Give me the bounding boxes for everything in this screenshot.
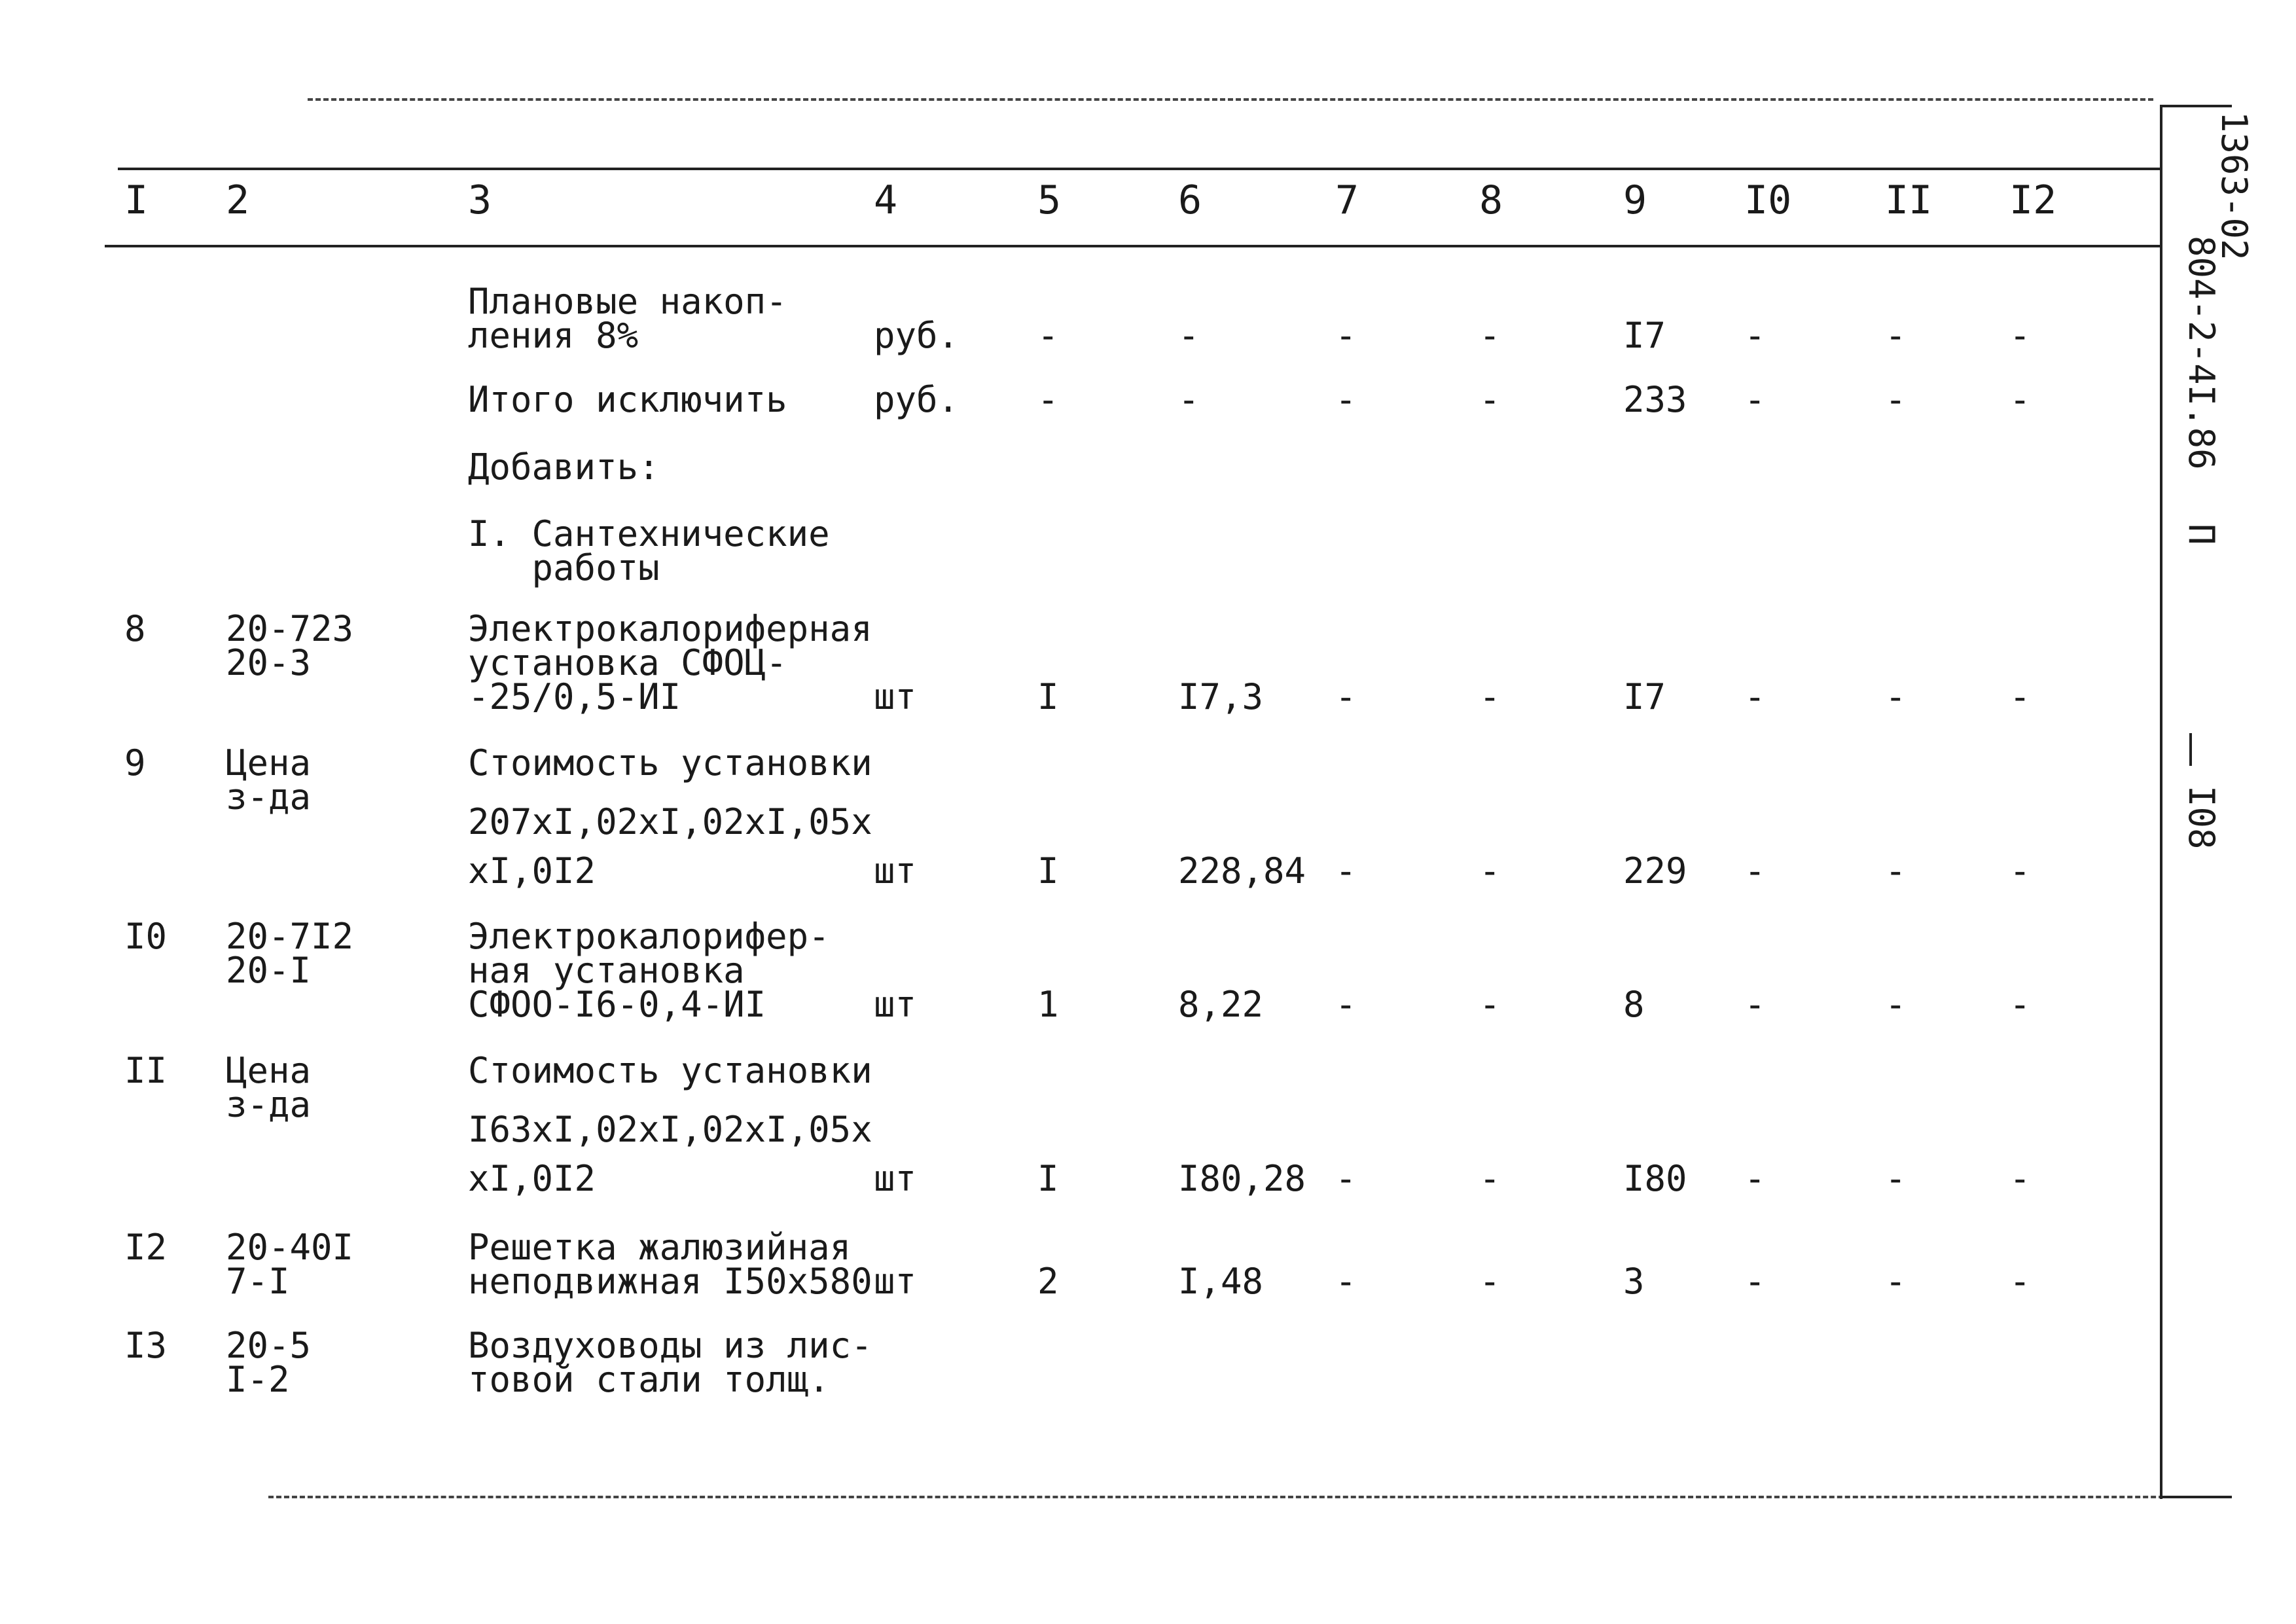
- row-description: 207xI,02xI,02xI,05x: [468, 801, 872, 842]
- cell-c9: 229: [1623, 850, 1687, 892]
- cell-c5: -: [1037, 379, 1059, 420]
- cell-unit: шт: [874, 1261, 917, 1302]
- column-header: 2: [226, 177, 250, 223]
- margin-frame-top: [2160, 105, 2232, 107]
- column-header: 9: [1623, 177, 1647, 223]
- page-number-dash: [2189, 733, 2192, 766]
- row-description: I. Сантехнические: [468, 513, 830, 554]
- cell-c9: I7: [1623, 676, 1666, 717]
- row-number: 9: [124, 742, 146, 784]
- row-code: 20-723: [226, 608, 354, 649]
- margin-frame-line: [2160, 105, 2162, 1499]
- cell-unit: руб.: [874, 379, 960, 420]
- cell-c10: -: [1744, 850, 1766, 892]
- header-top-rule: [118, 168, 2160, 170]
- cell-c12: -: [2009, 315, 2031, 356]
- row-description: Стоимость установки: [468, 1050, 872, 1091]
- cell-c7: -: [1335, 850, 1357, 892]
- cell-c8: -: [1479, 379, 1501, 420]
- row-description: установка СФОЦ-: [468, 642, 787, 683]
- row-description: СФОО-I6-0,4-ИI: [468, 984, 766, 1025]
- column-header: 6: [1178, 177, 1202, 223]
- bottom-cut-line: [268, 1496, 2219, 1498]
- row-description: товой стали толщ.: [468, 1359, 830, 1400]
- cell-c11: -: [1885, 850, 1907, 892]
- cell-c12: -: [2009, 1158, 2031, 1199]
- cell-unit: шт: [874, 850, 917, 892]
- column-header: 5: [1037, 177, 1062, 223]
- cell-c7: -: [1335, 984, 1357, 1025]
- row-code: з-да: [226, 1084, 312, 1125]
- row-description: Плановые накоп-: [468, 281, 787, 322]
- row-description: xI,0I2: [468, 1158, 596, 1199]
- cell-c10: -: [1744, 676, 1766, 717]
- cell-c7: -: [1335, 315, 1357, 356]
- cell-c5: -: [1037, 315, 1059, 356]
- cell-c12: -: [2009, 984, 2031, 1025]
- cell-c10: -: [1744, 379, 1766, 420]
- row-description: ления 8%: [468, 315, 639, 356]
- cell-c10: -: [1744, 1261, 1766, 1302]
- row-code: з-да: [226, 776, 312, 818]
- cell-c11: -: [1885, 984, 1907, 1025]
- row-description: Итого исключить: [468, 379, 787, 420]
- cell-c6: 8,22: [1178, 984, 1264, 1025]
- cell-c10: -: [1744, 315, 1766, 356]
- cell-c8: -: [1479, 850, 1501, 892]
- cell-c5: 1: [1037, 984, 1059, 1025]
- cell-c6: -: [1178, 379, 1200, 420]
- row-code: 20-I: [226, 950, 312, 991]
- cell-unit: шт: [874, 984, 917, 1025]
- row-description: Воздуховоды из лис-: [468, 1325, 872, 1366]
- cell-c7: -: [1335, 1261, 1357, 1302]
- header-bottom-rule: [105, 245, 2160, 247]
- row-description: -25/0,5-ИI: [468, 676, 681, 717]
- cell-c11: -: [1885, 379, 1907, 420]
- cell-c8: -: [1479, 984, 1501, 1025]
- cell-c5: 2: [1037, 1261, 1059, 1302]
- row-description: Добавить:: [468, 446, 660, 488]
- row-description: неподвижная I50x580: [468, 1261, 872, 1302]
- cell-c11: -: [1885, 676, 1907, 717]
- row-number: I0: [124, 916, 168, 957]
- row-description: I63xI,02xI,02xI,05x: [468, 1109, 872, 1150]
- row-number: I2: [124, 1227, 168, 1268]
- row-code: 20-40I: [226, 1227, 354, 1268]
- column-header: II: [1885, 177, 1933, 223]
- top-cut-line: [308, 98, 2153, 101]
- cell-c12: -: [2009, 676, 2031, 717]
- cell-c9: 8: [1623, 984, 1645, 1025]
- row-description: Электрокалорифер-: [468, 916, 830, 957]
- cell-unit: шт: [874, 676, 917, 717]
- cell-c12: -: [2009, 379, 2031, 420]
- cell-c5: I: [1037, 1158, 1059, 1199]
- cell-c6: I,48: [1178, 1261, 1264, 1302]
- row-description: Стоимость установки: [468, 742, 872, 784]
- cell-c12: -: [2009, 1261, 2031, 1302]
- column-header: I: [124, 177, 149, 223]
- column-header: 3: [468, 177, 492, 223]
- cell-c8: -: [1479, 1261, 1501, 1302]
- row-description: xI,0I2: [468, 850, 596, 892]
- cell-unit: шт: [874, 1158, 917, 1199]
- cell-c9: I80: [1623, 1158, 1687, 1199]
- column-header: 8: [1479, 177, 1503, 223]
- cell-unit: руб.: [874, 315, 960, 356]
- cell-c7: -: [1335, 379, 1357, 420]
- row-code: Цена: [226, 1050, 312, 1091]
- cell-c8: -: [1479, 315, 1501, 356]
- cell-c6: I80,28: [1178, 1158, 1306, 1199]
- cell-c7: -: [1335, 676, 1357, 717]
- row-number: 8: [124, 608, 146, 649]
- designation-code: 804-2-4I.86: [2181, 236, 2222, 470]
- cell-c11: -: [1885, 1261, 1907, 1302]
- row-code: 20-3: [226, 642, 312, 683]
- cell-c8: -: [1479, 676, 1501, 717]
- margin-frame-bottom: [2160, 1496, 2232, 1498]
- cell-c6: -: [1178, 315, 1200, 356]
- cell-c10: -: [1744, 984, 1766, 1025]
- cell-c10: -: [1744, 1158, 1766, 1199]
- cell-c11: -: [1885, 1158, 1907, 1199]
- row-description: работы: [468, 547, 660, 588]
- cell-c5: I: [1037, 676, 1059, 717]
- row-description: Решетка жалюзийная: [468, 1227, 852, 1268]
- cell-c9: 233: [1623, 379, 1687, 420]
- row-code: Цена: [226, 742, 312, 784]
- cell-c9: 3: [1623, 1261, 1645, 1302]
- row-code: 7-I: [226, 1261, 290, 1302]
- document-number: 1363-02: [2214, 111, 2255, 261]
- cell-c5: I: [1037, 850, 1059, 892]
- cell-c7: -: [1335, 1158, 1357, 1199]
- column-header: 4: [874, 177, 898, 223]
- row-code: 20-5: [226, 1325, 312, 1366]
- row-description: Электрокалориферная: [468, 608, 872, 649]
- cell-c9: I7: [1623, 315, 1666, 356]
- column-header: I0: [1744, 177, 1792, 223]
- cell-c6: 228,84: [1178, 850, 1306, 892]
- cell-c8: -: [1479, 1158, 1501, 1199]
- cell-c12: -: [2009, 850, 2031, 892]
- row-code: I-2: [226, 1359, 290, 1400]
- column-header: I2: [2009, 177, 2057, 223]
- page-number: I08: [2181, 785, 2222, 850]
- row-number: II: [124, 1050, 168, 1091]
- cell-c6: I7,3: [1178, 676, 1264, 717]
- row-number: I3: [124, 1325, 168, 1366]
- cell-c11: -: [1885, 315, 1907, 356]
- sheet-code: П: [2181, 524, 2222, 545]
- column-header: 7: [1335, 177, 1359, 223]
- row-code: 20-7I2: [226, 916, 354, 957]
- row-description: ная установка: [468, 950, 745, 991]
